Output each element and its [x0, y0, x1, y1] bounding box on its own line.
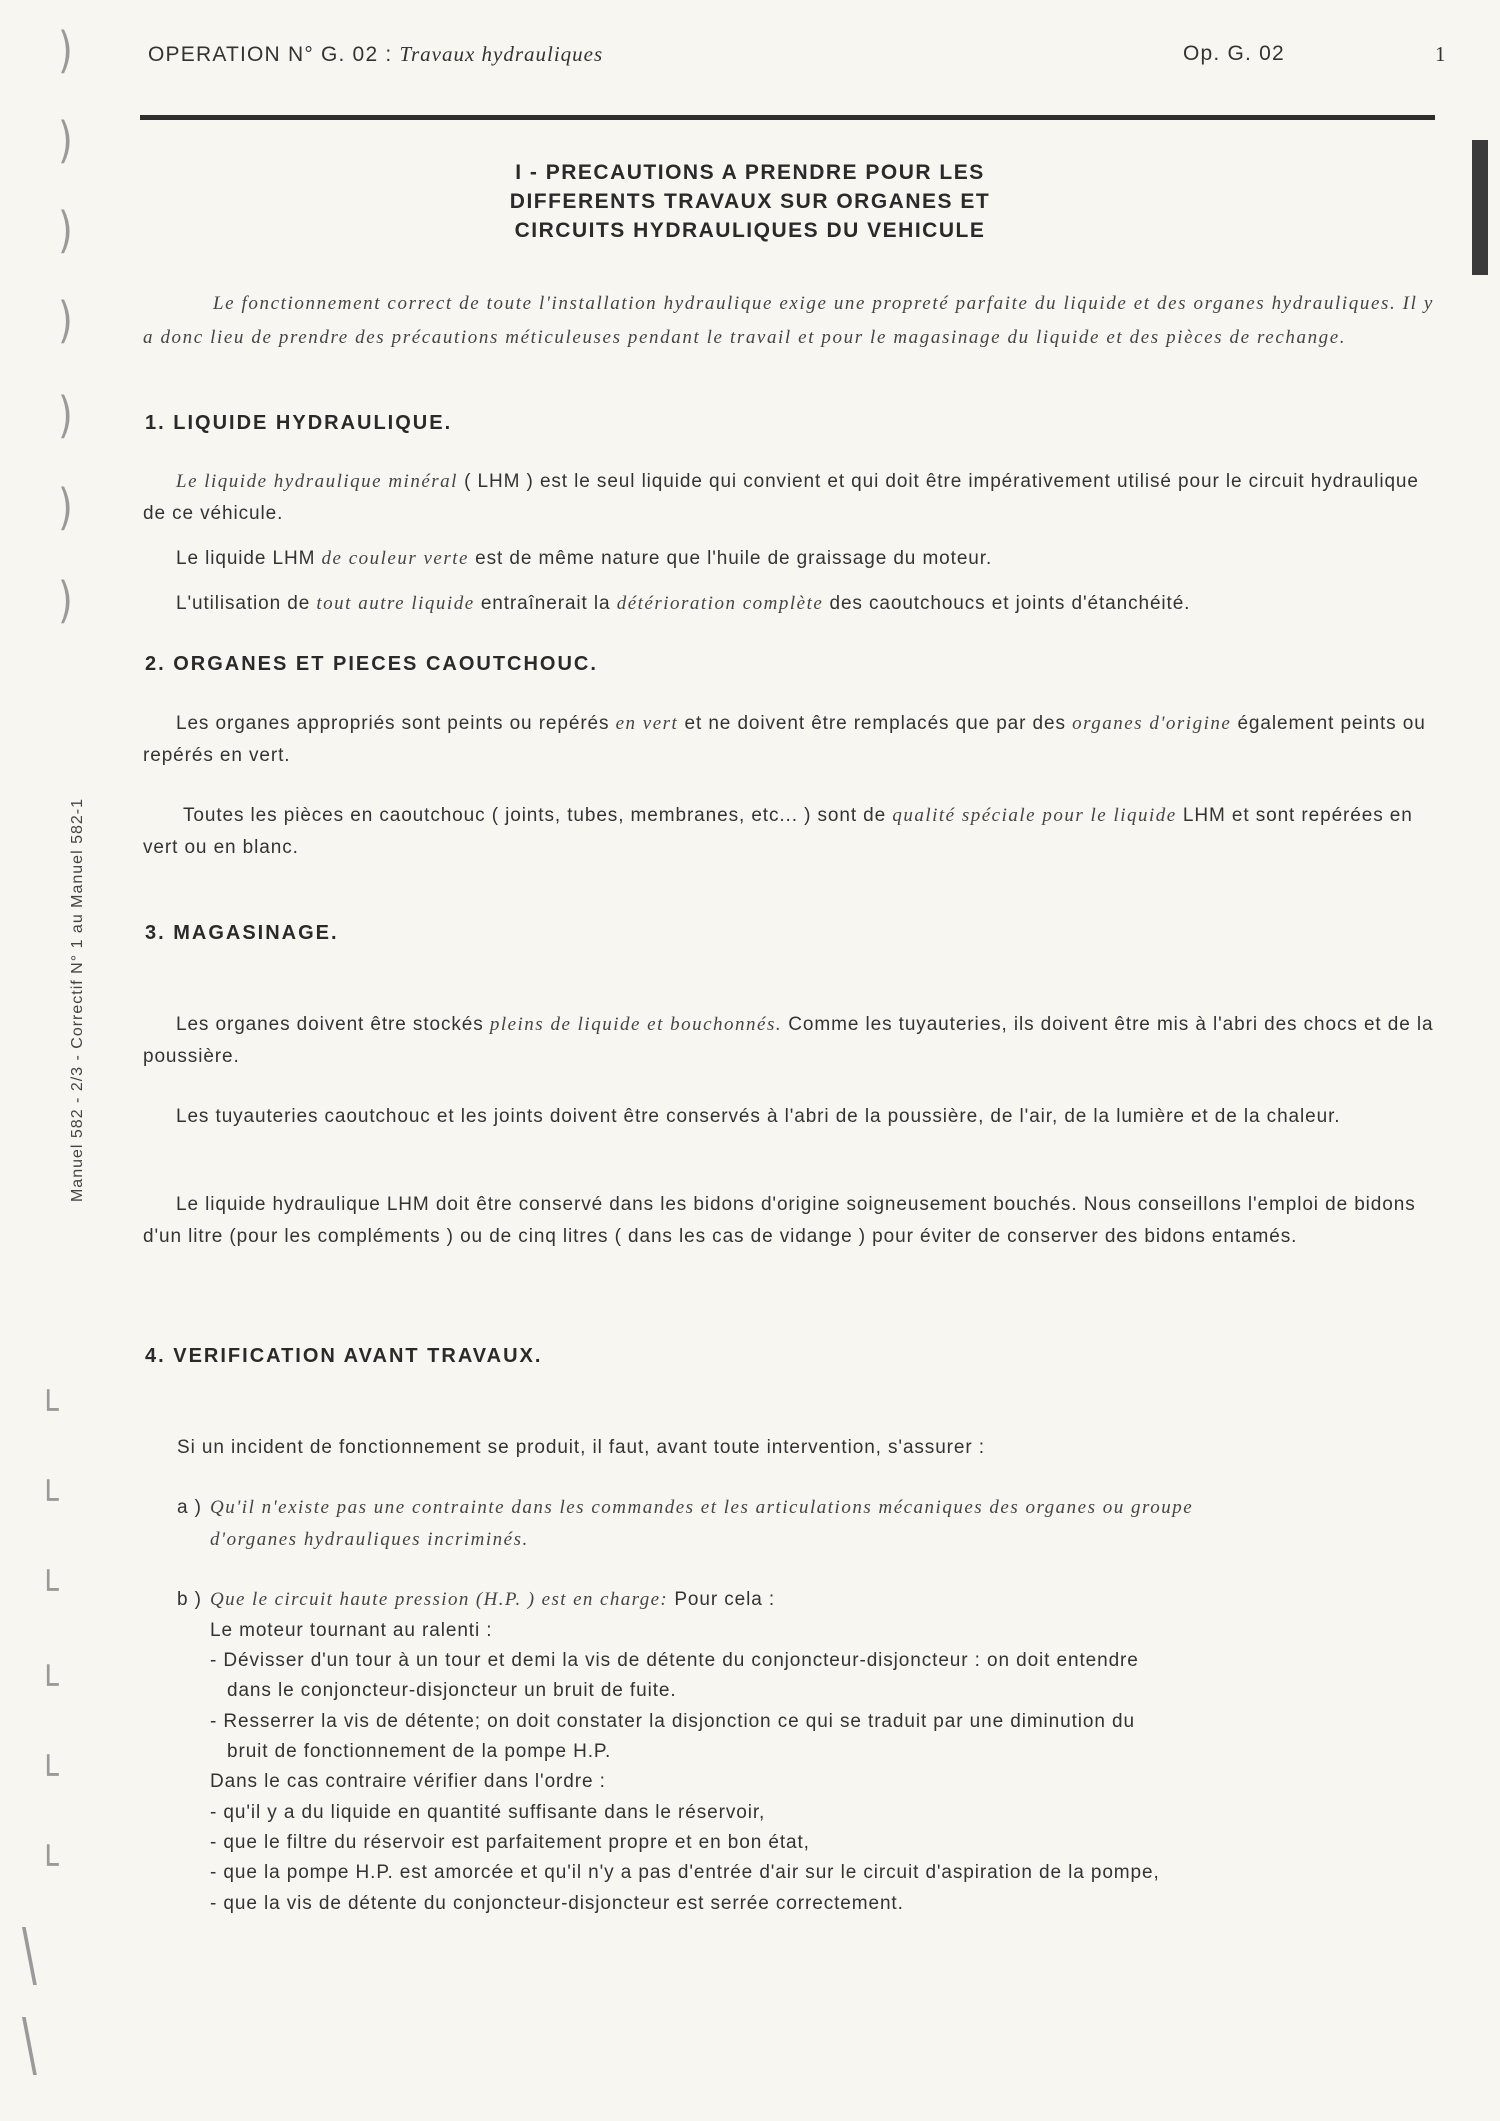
- title-line: CIRCUITS HYDRAULIQUES DU VEHICULE: [514, 219, 986, 242]
- text: est de même nature que l'huile de graissage du moteur.: [468, 548, 993, 569]
- text: LHM et sont repérées en vert ou en blanc.: [143, 805, 1413, 858]
- title-line: DIFFERENTS TRAVAUX SUR ORGANES ET: [509, 190, 991, 213]
- text: des caoutchoucs et joints d'étanchéité.: [823, 593, 1191, 614]
- text: entraînerait la: [474, 593, 617, 614]
- paragraph: Les tuyauteries caoutchouc et les joints doivent être conservés à l'abri de la poussière, de l'air, de la lumière et de la chaleur.: [176, 1106, 1341, 1127]
- emphasis: Que le circuit haute pression (H.P. ) est en charge:: [210, 1589, 669, 1610]
- binder-hole-mark: ): [58, 111, 73, 169]
- section-heading: 4. VERIFICATION AVANT TRAVAUX.: [145, 1345, 543, 1367]
- emphasis: en vert: [615, 713, 679, 734]
- item-b-text: [210, 1585, 775, 1615]
- text: également peints ou repérés en vert.: [143, 713, 1426, 766]
- title-line: I - PRECAUTIONS A PRENDRE POUR LES: [515, 161, 985, 184]
- check-item: - que la vis de détente du conjoncteur-disjoncteur est serrée correctement.: [210, 1893, 904, 1914]
- check-item: - qu'il y a du liquide en quantité suffisante dans le réservoir,: [210, 1802, 766, 1823]
- header-operation: [148, 42, 603, 67]
- item-b-label: b ): [177, 1589, 202, 1610]
- binder-hole-mark: └: [38, 1480, 59, 1520]
- binder-hole-mark: ): [58, 478, 73, 536]
- emphasis: détérioration complète: [616, 593, 824, 614]
- procedure-line: Dans le cas contraire vérifier dans l'ordre :: [210, 1771, 606, 1792]
- text: Les organes doivent être stockés: [176, 1014, 490, 1035]
- text: Toutes les pièces en caoutchouc ( joints, tubes, membranes, etc... ) sont de: [183, 805, 893, 826]
- section-heading: 2. ORGANES ET PIECES CAOUTCHOUC.: [145, 653, 598, 675]
- emphasis: qualité spéciale pour le liquide: [892, 805, 1177, 826]
- paragraph: [143, 588, 1443, 620]
- header-rule: [140, 115, 1435, 120]
- binder-hole-mark: └: [38, 1390, 59, 1430]
- procedure-line: Le moteur tournant au ralenti :: [210, 1620, 493, 1641]
- check-item: - que le filtre du réservoir est parfaitement propre et en bon état,: [210, 1832, 810, 1853]
- binder-hole-mark: └: [38, 1665, 59, 1705]
- margin-note: Manuel 582 - 2/3 - Correctif N° 1 au Manuel 582-1: [69, 797, 86, 1203]
- text: L'utilisation de: [176, 593, 317, 614]
- text: Pour cela :: [668, 1589, 776, 1610]
- item-a-text: Qu'il n'existe pas une contrainte dans les commandes et les articulations mécaniques des organes ou groupe: [210, 1497, 1194, 1518]
- procedure-line: bruit de fonctionnement de la pompe H.P.: [227, 1741, 612, 1762]
- binder-hole-mark: ): [58, 291, 73, 349]
- paragraph: [143, 466, 1443, 530]
- text: Les organes appropriés sont peints ou repérés: [176, 713, 616, 734]
- section-heading: 3. MAGASINAGE.: [145, 922, 339, 944]
- binder-hole-mark: └: [38, 1845, 59, 1885]
- item-a-text: d'organes hydrauliques incriminés.: [210, 1529, 529, 1550]
- binder-hole-mark: \: [22, 2004, 37, 2087]
- text: Comme les tuyauteries, ils doivent être mis à l'abri des chocs et de la poussière.: [143, 1014, 1434, 1067]
- intro-paragraph: Le fonctionnement correct de toute l'installation hydraulique exige une propreté parfaite du liquide et des organes hydrauliques. Il y a donc lieu de prendre des précautions méticuleuses pendant le travail et pour le magasinage du liquide et des pièces de rechange.: [143, 293, 1434, 348]
- emphasis: organes d'origine: [1072, 713, 1232, 734]
- page-edge-tab: [1472, 140, 1488, 275]
- binder-hole-mark: \: [22, 1914, 37, 1997]
- procedure-line: - Dévisser d'un tour à un tour et demi la vis de détente du conjoncteur-disjoncteur : on doit entendre: [210, 1650, 1139, 1671]
- binder-hole-mark: ): [58, 571, 73, 629]
- text: ( LHM ) est le seul liquide qui convient et qui doit être impérativement utilisé pour le circuit hydraulique de ce véhicule.: [143, 471, 1419, 524]
- paragraph: [143, 543, 1443, 575]
- paragraph: Le liquide hydraulique LHM doit être conservé dans les bidons d'origine soigneusement bouchés. Nous conseillons l'emploi de bidons d'un litre (pour les compléments ) ou de cinq litres ( dans les cas de vidange ) pour éviter de conserver des bidons entamés.: [143, 1194, 1416, 1247]
- binder-hole-mark: ): [58, 386, 73, 444]
- check-item: - que la pompe H.P. est amorcée et qu'il n'y a pas d'entrée d'air sur le circuit d'aspiration de la pompe,: [210, 1862, 1160, 1883]
- section-heading: 1. LIQUIDE HYDRAULIQUE.: [145, 412, 453, 434]
- section-intro: Si un incident de fonctionnement se produit, il faut, avant toute intervention, s'assurer :: [177, 1437, 985, 1458]
- header-operation-subtitle: Travaux hydrauliques: [399, 42, 604, 66]
- paragraph: [143, 800, 1443, 864]
- emphasis: pleins de liquide et bouchonnés.: [489, 1014, 783, 1035]
- header-op-code: Op. G. 02: [1183, 42, 1285, 65]
- text: Le liquide LHM: [176, 548, 322, 569]
- header-operation-number: OPERATION N° G. 02 :: [148, 43, 393, 66]
- emphasis: de couleur verte: [321, 548, 469, 569]
- item-a-label: a ): [177, 1497, 202, 1518]
- page-number: 1: [1435, 42, 1447, 66]
- procedure-line: dans le conjoncteur-disjoncteur un bruit de fuite.: [227, 1680, 677, 1701]
- binder-hole-mark: └: [38, 1755, 59, 1795]
- paragraph: [143, 1009, 1443, 1073]
- procedure-line: - Resserrer la vis de détente; on doit constater la disjonction ce qui se traduit par une diminution du: [210, 1711, 1135, 1732]
- paragraph: [143, 708, 1443, 772]
- document-title: [500, 158, 1000, 245]
- text: et ne doivent être remplacés que par des: [678, 713, 1073, 734]
- binder-hole-mark: ): [58, 201, 73, 259]
- binder-hole-mark: └: [38, 1570, 59, 1610]
- emphasis: tout autre liquide: [316, 593, 475, 614]
- binder-hole-mark: ): [58, 21, 73, 79]
- emphasis: Le liquide hydraulique minéral: [176, 471, 458, 492]
